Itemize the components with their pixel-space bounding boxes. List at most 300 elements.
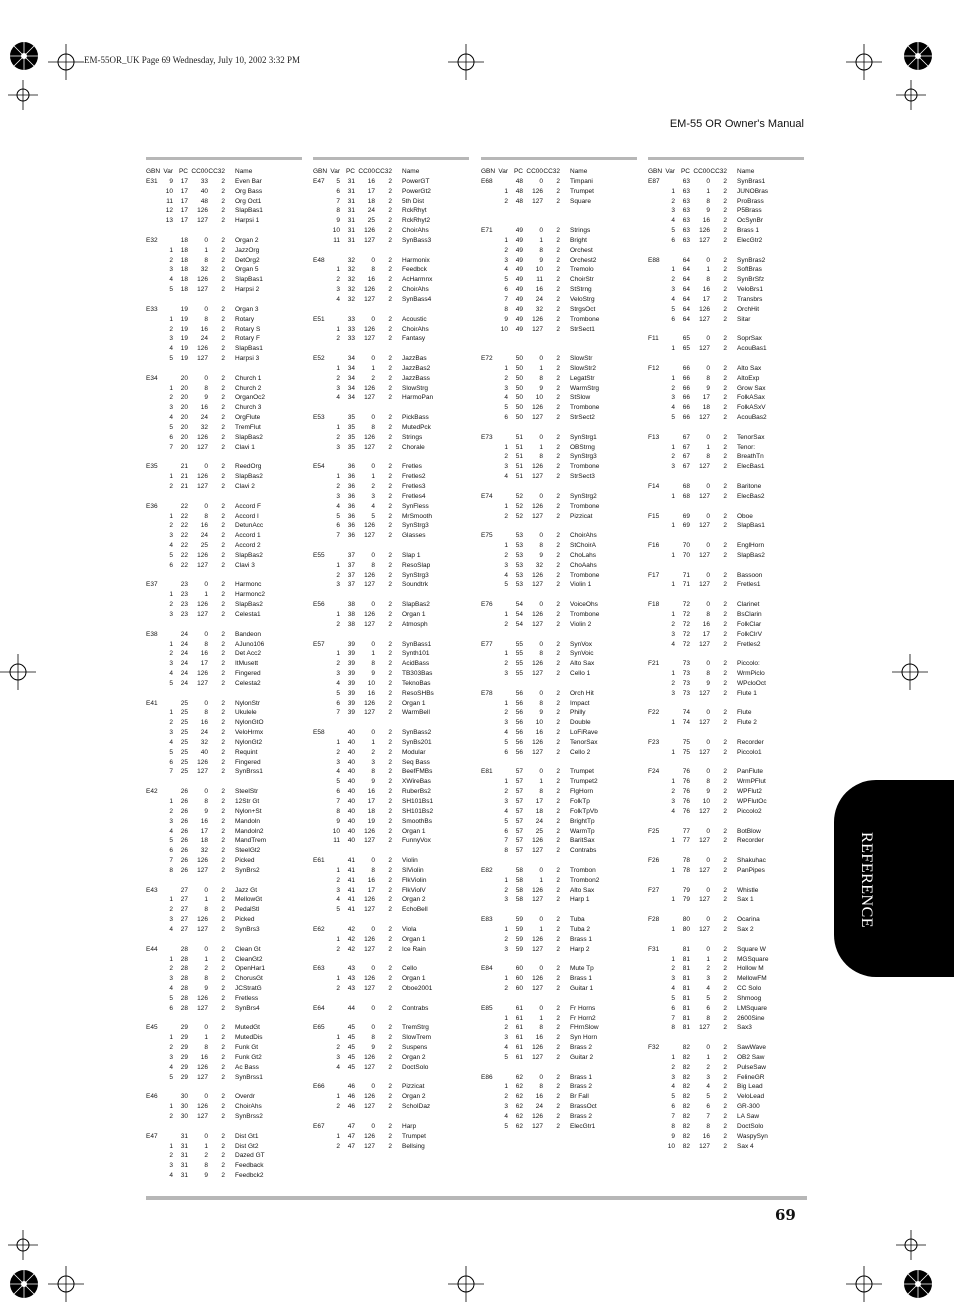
table-cell: 1 (504, 1083, 508, 1091)
table-row (313, 344, 469, 354)
table-cell: 8 (204, 384, 208, 392)
table-cell: 2 (723, 955, 727, 963)
table-cell: 2 (169, 256, 173, 264)
table-cell: 18 (180, 286, 188, 294)
table-cell: 26 (180, 798, 188, 805)
table-cell: 2 (221, 699, 225, 707)
table-cell (481, 718, 496, 728)
table-cell: 2 (388, 236, 392, 244)
table-cell: 2 (388, 689, 392, 697)
table-row (313, 610, 469, 620)
table-cell: 72 (682, 610, 690, 618)
table-cell: E63 (313, 965, 325, 973)
table-cell: 126 (699, 227, 710, 235)
table-cell (481, 256, 496, 266)
table-row (146, 423, 302, 433)
table-cell: E44 (146, 945, 158, 953)
table-cell: 20 (180, 443, 188, 451)
table-cell: 2 (388, 857, 392, 865)
table-cell (146, 561, 161, 571)
table-cell: 23 (180, 581, 188, 589)
table-cell: 0 (539, 640, 543, 648)
table-cell: 2 (556, 827, 560, 835)
table-cell: SynBass3 (402, 236, 432, 244)
table-cell: 0 (706, 660, 710, 668)
table-cell: 126 (197, 473, 208, 481)
table-cell (648, 492, 663, 502)
table-cell (648, 206, 663, 216)
table-cell (146, 1073, 161, 1083)
table-cell: 2 (221, 847, 225, 855)
table-cell: 20 (180, 374, 188, 382)
table-cell: BreathTn (737, 453, 764, 461)
table-cell: Philly (570, 709, 586, 717)
table-cell: 41 (347, 906, 355, 914)
table-cell: SlapBas2 (402, 601, 430, 609)
table-cell (146, 679, 161, 689)
table-row (648, 187, 804, 197)
table-cell: 34 (347, 374, 355, 382)
table-cell: 2 (556, 896, 560, 904)
table-cell: 2 (388, 473, 392, 481)
table-cell: SlapBas2 (235, 433, 263, 441)
table-cell: 126 (364, 227, 375, 235)
table-cell: Brass 2 (570, 1113, 593, 1120)
table-cell: Clarinet (737, 601, 760, 609)
table-cell: 2 (221, 798, 225, 805)
table-cell: 5 (336, 177, 340, 185)
table-cell: 2 (556, 660, 560, 668)
table-cell: 50 (515, 414, 523, 422)
table-cell: E85 (481, 1004, 493, 1012)
table-cell (481, 580, 496, 590)
table-cell (481, 787, 496, 797)
table-cell: F27 (648, 886, 660, 894)
table-row (146, 895, 302, 905)
table-cell: LMSquare (737, 1004, 767, 1012)
table-cell: 5 (671, 1093, 675, 1101)
table-cell: 2 (388, 581, 392, 589)
table-cell: Shmoog (737, 994, 762, 1002)
table-row (313, 364, 469, 374)
table-cell: 2 (388, 601, 392, 609)
table-row (313, 462, 469, 472)
table-cell: 0 (204, 886, 208, 894)
table-cell: 7 (706, 1113, 710, 1120)
table-cell: E47 (313, 177, 325, 185)
table-row (146, 1043, 302, 1053)
table-cell: 2 (388, 532, 392, 540)
table-cell: 2 (723, 1073, 727, 1081)
table-row (313, 413, 469, 423)
table-cell (161, 1023, 173, 1033)
table-cell: DetunAcc (235, 522, 264, 530)
table-cell: 10 (535, 719, 543, 727)
table-cell: 1 (169, 896, 173, 904)
table-cell (648, 1132, 663, 1142)
table-cell: 22 (180, 542, 188, 550)
table-cell: 63 (682, 177, 690, 185)
table-cell: 21 (180, 463, 188, 471)
table-cell: 16 (702, 620, 710, 628)
table-cell: 2 (388, 286, 392, 294)
table-cell: 2 (504, 512, 508, 520)
crosshair-icon (0, 654, 36, 690)
table-row (481, 482, 637, 492)
table-row (648, 886, 804, 896)
table-cell: 47 (347, 1142, 355, 1150)
table-cell: SoprSax (737, 335, 762, 343)
table-cell: Seq Bass (402, 758, 430, 766)
table-cell: 2 (388, 502, 392, 510)
table-cell (313, 767, 328, 777)
table-cell (481, 1043, 496, 1053)
table-row (146, 206, 302, 216)
table-cell: 2 (723, 453, 727, 461)
table-cell: 63 (682, 236, 690, 244)
table-cell (481, 925, 496, 935)
table-cell: 16 (367, 876, 375, 884)
table-row (648, 1014, 804, 1024)
table-cell: 40 (347, 837, 355, 845)
table-cell: 8 (706, 670, 710, 678)
table-cell: 2 (556, 719, 560, 727)
table-cell: 2 (169, 807, 173, 815)
table-cell: E52 (313, 355, 325, 363)
table-cell: 32 (347, 295, 355, 303)
table-row (146, 462, 302, 472)
table-cell (146, 600, 161, 610)
table-cell: 2 (388, 207, 392, 215)
table-cell: 127 (699, 719, 710, 727)
table-cell: 8 (539, 453, 543, 461)
table-cell (146, 748, 161, 758)
table-cell: F14 (648, 483, 660, 490)
table-cell: 0 (371, 1083, 375, 1091)
table-cell: Clean Gt (235, 945, 261, 953)
table-cell: 2 (556, 788, 560, 796)
table-cell: 2 (221, 1152, 225, 1160)
table-cell: 9 (371, 670, 375, 678)
table-cell: 2 (723, 630, 727, 638)
table-cell: 57 (515, 798, 523, 805)
table-cell: 0 (371, 1024, 375, 1032)
table-cell: 2 (556, 246, 560, 254)
table-cell: 6 (336, 187, 340, 195)
table-cell: 126 (364, 699, 375, 707)
table-cell (648, 797, 663, 807)
table-cell: 2 (221, 404, 225, 412)
table-cell: 2 (388, 512, 392, 520)
table-cell: 46 (347, 1103, 355, 1111)
table-cell (481, 669, 496, 679)
table-cell (481, 984, 496, 994)
table-row (481, 718, 637, 728)
table-cell: TremFlut (235, 423, 261, 431)
table-cell: JazzBas (402, 355, 427, 363)
table-row (648, 580, 804, 590)
table-cell: 50 (515, 355, 523, 363)
table-cell: 2 (556, 610, 560, 618)
table-cell (161, 886, 173, 896)
table-cell: 2 (723, 975, 727, 983)
table-cell: 48 (200, 197, 208, 205)
table-row (146, 502, 302, 512)
table-cell: 2 (556, 729, 560, 737)
table-row (648, 935, 804, 945)
table-cell: 2 (221, 433, 225, 441)
table-cell: 16 (200, 404, 208, 412)
table-cell: 2 (221, 916, 225, 924)
table-row (481, 964, 637, 974)
table-cell (481, 836, 496, 846)
table-cell: 41 (347, 886, 355, 894)
table-row (146, 935, 302, 945)
table-cell: 6 (706, 1103, 710, 1111)
table-cell: 0 (706, 601, 710, 609)
table-cell: 127 (364, 532, 375, 540)
table-cell (146, 1004, 161, 1014)
table-cell (146, 413, 161, 423)
table-cell (648, 836, 663, 846)
table-cell: 40 (347, 798, 355, 805)
table-cell: Organ 2 (402, 1053, 426, 1061)
table-cell: 126 (532, 1044, 543, 1052)
table-cell: Church 2 (235, 384, 262, 392)
table-cell: ReedOrg (235, 463, 262, 471)
table-cell: 2 (221, 414, 225, 422)
table-row (146, 1073, 302, 1083)
table-cell: 8 (336, 207, 340, 215)
table-cell: 2 (221, 965, 225, 973)
table-cell: 3 (671, 394, 675, 402)
table-row (648, 1142, 804, 1152)
table-cell: 2 (221, 709, 225, 717)
table-cell: 6 (706, 1004, 710, 1012)
table-cell: 16 (702, 286, 710, 294)
table-cell (481, 699, 496, 709)
table-cell: 81 (682, 1024, 690, 1032)
table-cell: 2 (723, 738, 727, 746)
table-cell: 3 (336, 286, 340, 294)
table-cell (328, 256, 340, 266)
table-cell: Dazed GT (235, 1152, 265, 1160)
table-cell: 9 (169, 177, 173, 185)
table-cell: 7 (671, 1014, 675, 1022)
table-row (648, 689, 804, 699)
table-cell (648, 620, 663, 630)
table-cell: 45 (347, 1034, 355, 1042)
table-cell: 9 (204, 985, 208, 993)
page-number: 69 (775, 1206, 796, 1224)
table-cell: SlViolin (402, 866, 424, 874)
table-row (146, 777, 302, 787)
table-cell: TB303Bas (402, 670, 433, 678)
table-cell: 1 (671, 610, 675, 618)
table-cell: 127 (532, 325, 543, 333)
crosshair-icon (8, 80, 38, 110)
table-cell (328, 462, 340, 472)
table-cell: 3 (336, 886, 340, 894)
table-row (313, 256, 469, 266)
table-cell: 2 (388, 1132, 392, 1140)
table-cell: WrmPiclo (737, 670, 765, 678)
table-row (313, 1122, 469, 1132)
table-cell: 127 (532, 748, 543, 756)
table-row (648, 295, 804, 305)
table-cell: 8 (706, 453, 710, 461)
table-cell: Grow Sax (737, 384, 766, 392)
table-cell: WPFlutOc (737, 798, 767, 805)
table-cell: 20 (180, 414, 188, 422)
table-cell: 2 (336, 620, 340, 628)
table-cell (663, 256, 675, 266)
table-cell: 9 (706, 679, 710, 687)
table-row (146, 600, 302, 610)
table-row (481, 344, 637, 354)
table-cell (481, 384, 496, 394)
table-cell: 63 (682, 187, 690, 195)
table-row (146, 236, 302, 246)
table-cell: 4 (336, 679, 340, 687)
table-cell: 3 (169, 729, 173, 737)
table-cell: 33 (347, 335, 355, 343)
table-cell: 2 (556, 699, 560, 707)
table-row (313, 640, 469, 650)
table-cell: Alto Sax (737, 364, 762, 372)
table-row (648, 915, 804, 925)
table-cell (648, 777, 663, 787)
table-row (648, 206, 804, 216)
table-cell (648, 1023, 663, 1033)
table-row (146, 945, 302, 955)
table-cell: 6 (336, 788, 340, 796)
table-cell: 16 (702, 217, 710, 225)
table-cell: 81 (682, 945, 690, 953)
table-cell: 72 (682, 601, 690, 609)
table-row (313, 551, 469, 561)
table-row (648, 649, 804, 659)
table-cell (328, 728, 340, 738)
table-cell: 3 (504, 896, 508, 904)
table-cell: 0 (204, 581, 208, 589)
table-cell (481, 738, 496, 748)
table-cell: 2 (723, 276, 727, 284)
table-cell: 41 (347, 857, 355, 865)
table-cell: 32 (347, 266, 355, 274)
table-cell: 44 (347, 1004, 355, 1012)
table-cell (146, 955, 161, 965)
table-cell: 2 (388, 443, 392, 451)
table-cell: 4 (169, 1172, 173, 1180)
table-cell: 16 (200, 817, 208, 825)
table-row (481, 699, 637, 709)
table-cell: 3 (504, 256, 508, 264)
table-cell: SH101Bs2 (402, 807, 434, 815)
table-cell: 0 (706, 512, 710, 520)
table-cell: 9 (706, 788, 710, 796)
table-cell: 2 (723, 315, 727, 323)
table-row (313, 1102, 469, 1112)
table-cell: 2 (388, 315, 392, 323)
table-cell: PickBass (402, 414, 429, 422)
table-cell (146, 285, 161, 295)
table-row (648, 1082, 804, 1092)
table-cell: 0 (204, 1132, 208, 1140)
table-cell: 7 (336, 709, 340, 717)
table-row (648, 620, 804, 630)
table-cell: SynBrSfz (737, 276, 765, 284)
table-cell: 2 (388, 1093, 392, 1101)
table-row (313, 1033, 469, 1043)
table-cell (663, 856, 675, 866)
table-cell: 2 (221, 660, 225, 668)
table-cell: 2 (723, 965, 727, 973)
table-cell: 2 (556, 670, 560, 678)
table-cell (648, 285, 663, 295)
table-cell: 2 (221, 286, 225, 294)
table-cell: 1 (504, 502, 508, 510)
table-cell: 126 (532, 935, 543, 943)
table-cell (481, 1053, 496, 1063)
table-cell: E78 (481, 689, 493, 697)
table-cell: 127 (699, 896, 710, 904)
table-cell: 10 (500, 325, 508, 333)
table-cell: 49 (515, 315, 523, 323)
table-cell: 0 (706, 768, 710, 776)
table-cell: ChoirAhs (235, 1103, 262, 1111)
table-cell: 58 (515, 866, 523, 874)
table-cell: 0 (204, 788, 208, 796)
table-cell: PowerGT (402, 177, 430, 185)
table-cell: 4 (169, 276, 173, 284)
table-cell: 4 (169, 827, 173, 835)
table-cell: 2 (388, 1103, 392, 1111)
table-cell: 127 (197, 768, 208, 776)
table-cell: 22 (180, 502, 188, 510)
table-row (481, 305, 637, 315)
table-cell: 61 (515, 1034, 523, 1042)
table-cell (146, 256, 161, 266)
table-cell: E37 (146, 581, 158, 589)
table-cell: 4 (671, 295, 675, 303)
table-cell: 6 (671, 236, 675, 244)
table-cell: 76 (682, 778, 690, 786)
table-cell: 127 (699, 1142, 710, 1150)
table-cell: SlowStr (570, 355, 593, 363)
table-cell: 2 (723, 985, 727, 993)
table-row (146, 728, 302, 738)
table-cell: Baritone (737, 483, 762, 490)
table-cell: 0 (371, 1122, 375, 1130)
table-cell (313, 512, 328, 522)
table-cell: 2 (388, 384, 392, 392)
table-row (146, 580, 302, 590)
table-cell (313, 393, 328, 403)
table-cell: ItMusett (235, 660, 259, 668)
table-cell (313, 206, 328, 216)
table-cell: 2 (388, 729, 392, 737)
table-cell: 2 (221, 1063, 225, 1071)
table-cell: 2 (336, 660, 340, 668)
table-cell: Requint (235, 748, 258, 756)
table-cell: 32 (347, 286, 355, 294)
table-cell: 5 (169, 1073, 173, 1081)
table-cell (481, 265, 496, 275)
table-cell (313, 895, 328, 905)
table-cell: 1 (671, 1053, 675, 1061)
table-cell: VeloHrmx (235, 729, 264, 737)
